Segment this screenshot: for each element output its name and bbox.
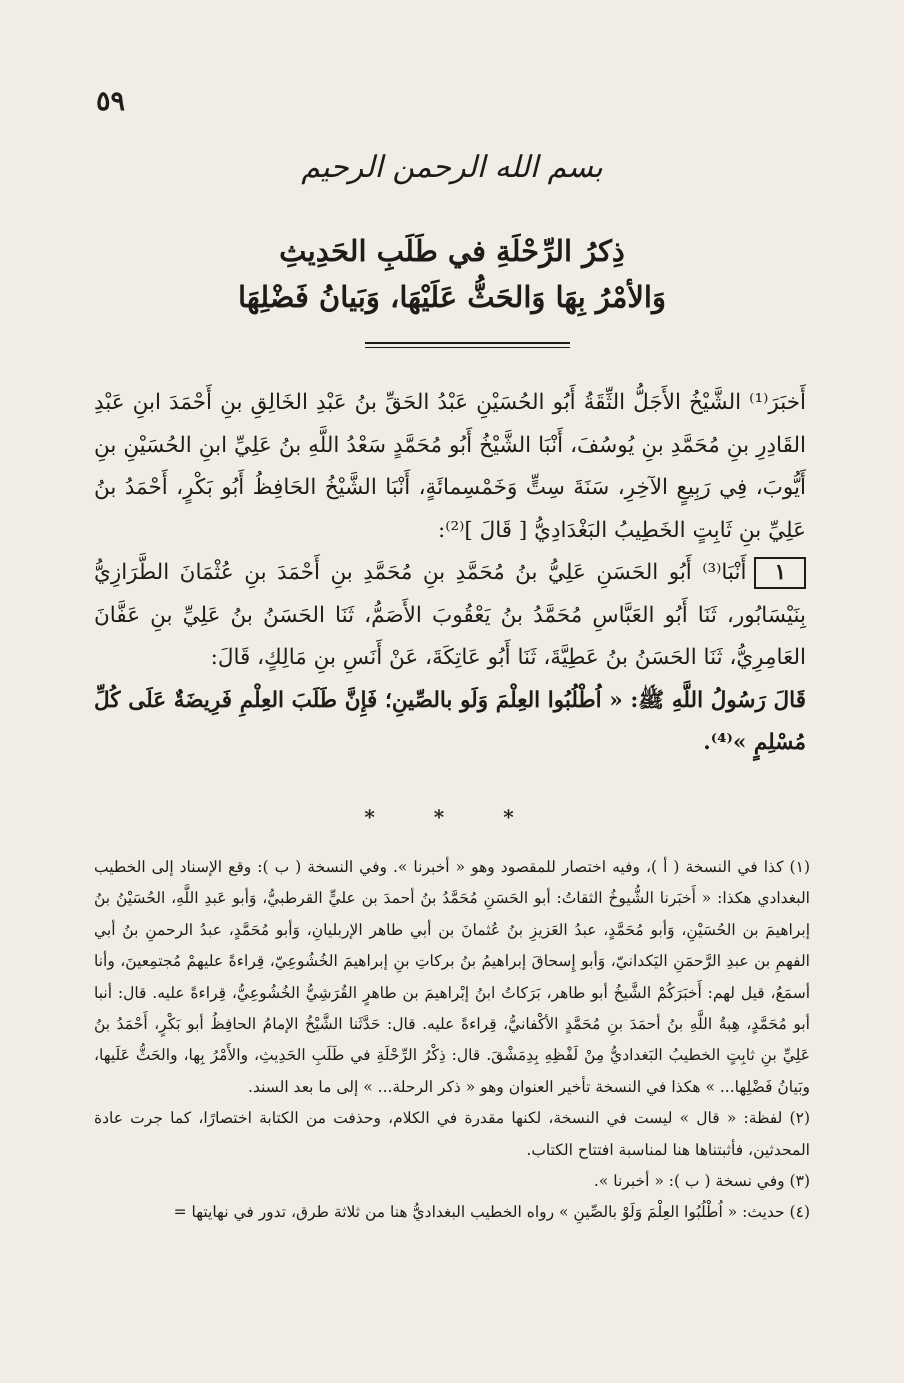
isnad-text: أَنْبَا⁽³⁾ أَبُو الحَسَنِ عَلِيُّ بنُ مُحَمَّدِ بنِ مُحَمَّدِ بنِ أَحْمَدَ بنِ عُثْمَانَ الطَّرَازِيُّ بِنَيْسَابُور، ثَنَا أَبُو العَبَّاسِ مُحَمَّدُ بنُ يَعْقُوبَ الأَصَمُّ، ثَنَا الحَسَنُ بنُ عَلِيِّ بنِ عَفَّانَ العَامِرِيُّ، ثَنَا الحَسَنُ بنُ عَطِيَّةَ، ثَنَا أَبُو عَاتِكَةَ، عَنْ أَنَسِ بنِ مَالِكٍ، قَالَ: — [94, 560, 806, 670]
footnote-2: (٢) لفظة: « قال » ليست في النسخة، لكنها مقدرة في الكلام، وحذفت من الكتابة اختصارًا، كما جرت عادة المحدثين، فأثبتناها هنا لمناسبة افتتاح الكتاب. — [94, 1109, 810, 1159]
chapter-title-line-1: ذِكرُ الرِّحْلَةِ في طَلَبِ الحَدِيثِ — [279, 234, 625, 268]
title-divider — [365, 342, 570, 344]
footnote-4: (٤) حديث: « اُطْلُبُوا العِلْمَ وَلَوْ بالصِّينِ » رواه الخطيب البغداديُّ هنا من ثلاثة طرق، تدور في نهايتها = — [173, 1203, 810, 1222]
chapter-title-line-2: وَالأمْرُ بِهَا وَالحَثُّ عَلَيْهَا، وَبَيانُ فَضْلِهَا — [238, 280, 666, 314]
page-number: ٥٩ — [96, 86, 126, 117]
footnote-1: (١) كذا في النسخة ( أ )، وفيه اختصار للمقصود وهو « أخبرنا ». وفي النسخة ( ب ): وقع الإسناد إلى الخطيب البغدادي هكذا: « أَخبَرنا الشُّيوخُ الثقاتُ: أبو الحَسَنِ مُحَمَّدُ بنُ أحمدَ بن عليٍّ القرطبيُّ، وَأبو عَبدِ اللَّهِ، الحُسَيْنُ بنُ إبراهيمَ بن الحُسَيْنِ، وَأبو مُحَمَّدٍ، عبدُ العَزيزِ بنُ عُثمانَ بن أبي طاهر الإربليانِ، وَأبو مُحَمَّدٍ، عبدُ الرحمنِ بنُ أبي الفهمِ بن عبدِ الرَّحمَنِ اليَكدانيّ، وَأبو إِسحاقَ إبراهيمُ بنُ بركاتِ بنِ إبراهيمَ الخُشُوعِيّ، قِراءةً عليهمْ مُجتمِعينَ، وأنا أسمَعُ، قيل لهم: أَخبَرَكُمْ الشَّيخُ أبو طاهر، بَرَكاتُ ابنُ إبْراهيمَ بن طاهرٍ القُرَشِيُّ الخُشُوعِيُّ، قِراءةً عليه. قال: أنبا أبو مُحَمَّدٍ، هِبةُ اللَّهِ بنُ أحمَدَ بنِ مُحَمَّدٍ الأكْفانيُّ، قِراءةً عليه. قال: حَدَّثَنا الشَّيْخُ الإمامُ الحافِظُ أبو بَكْرٍ، أَحْمَدُ بنُ عَلِيِّ بنِ ثابِتٍ الخطيبُ البَغداديُّ مِنْ لَفْظِهِ بِدِمَشْقَ. قال: ذِكْرُ الرِّحْلَةِ في طَلَبِ الحَدِيثِ، والأَمْرُ بِها، والحَثُّ عَلَيها، وبَيانُ فَضْلِها... » هكذا في النسخة تأخير العنوان وهو « ذكر الرحلة... » إلى ما بعد السند. — [94, 858, 810, 1096]
footnote-3: (٣) وفي نسخة ( ب ): « أخبرنا ». — [593, 1172, 810, 1191]
title-divider-thin — [365, 347, 570, 348]
section-separator: * * * — [364, 805, 540, 829]
intro-paragraph: أَخبَرَ⁽¹⁾ الشَّيْخُ الأَجَلُّ الثِّقَةُ أَبُو الحُسَيْنِ عَبْدُ الحَقِّ بنُ عَبْدِ الخَالِقِ بنِ أَحْمَدَ ابنِ عَبْدِ القَادِرِ بنِ مُحَمَّدِ بنِ يُوسُفَ، أَنْبَا الشَّيْخُ أَبُو مُحَمَّدٍ سَعْدُ اللَّهِ بنُ عَلِيِّ ابنِ الحُسَيْنِ بنِ أَيُّوبَ، فِي رَبِيعٍ الآخِرِ، سَنَةَ سِتٍّ وَخَمْسِمائَةٍ، أَنْبَا الشَّيْخُ الحَافِظُ أَبُو بَكْرٍ، أَحْمَدُ بنُ عَلِيِّ بنِ ثَابِتٍ الخَطِيبُ البَغْدَادِيُّ [ قَالَ ]⁽²⁾: — [94, 390, 806, 543]
isnad-paragraph — [94, 552, 806, 680]
basmala: بسم الله الرحمن الرحيم — [301, 150, 603, 185]
hadith-number-box: ١ — [754, 557, 806, 589]
hadith-text: قَالَ رَسُولُ اللَّهِ ﷺ: « اُطْلُبُوا العِلْمَ وَلَو بالصِّينِ؛ فَإِنَّ طَلَبَ العِلْمِ فَرِيضَةٌ عَلَى كُلِّ مُسْلِمٍ »⁽⁴⁾. — [94, 687, 806, 755]
footnotes — [94, 852, 810, 1229]
main-text — [94, 382, 806, 765]
